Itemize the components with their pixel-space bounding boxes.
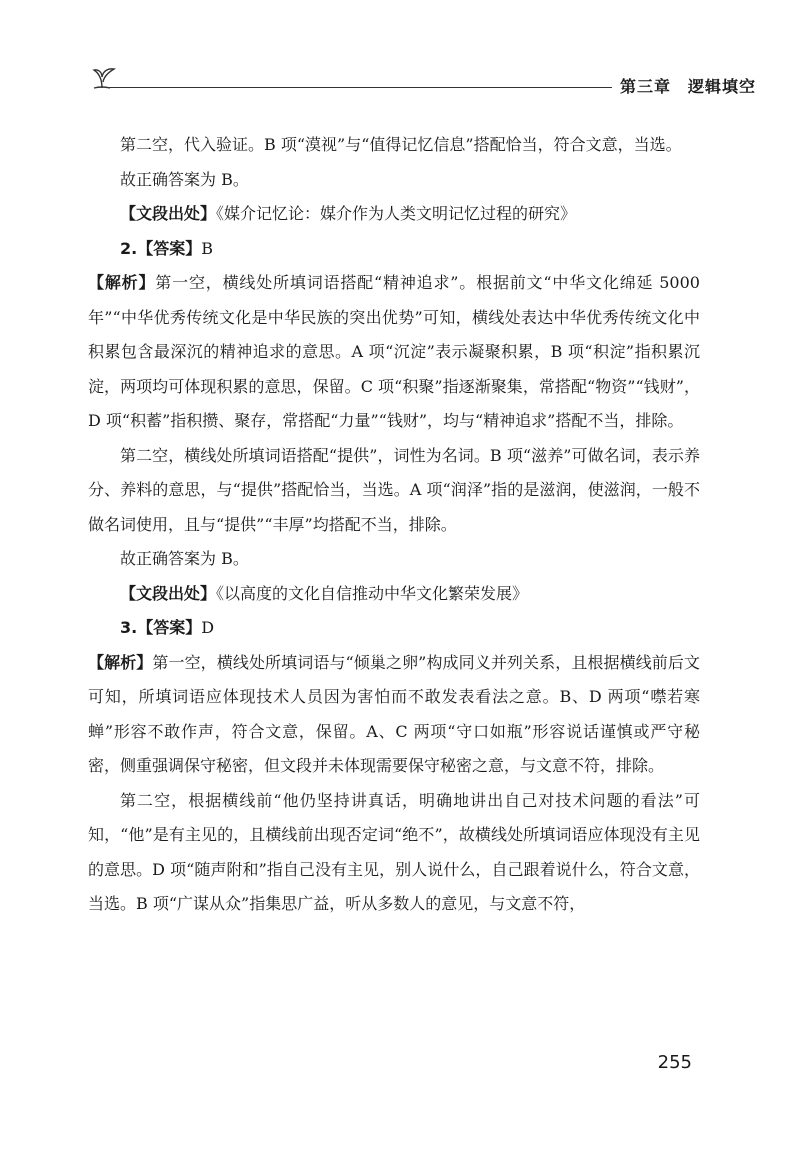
paragraph: 第二空，代入验证。B 项“漠视”与“值得记忆信息”搭配恰当，符合文意，当选。 xyxy=(120,135,682,154)
source-citation: 【文段出处】《媒介记忆论：媒介作为人类文明记忆过程的研究》 xyxy=(120,204,577,223)
chapter-title: 第三章 逻辑填空 xyxy=(620,77,757,96)
source-citation: 【文段出处】《以高度的文化自信推动中华文化繁荣发展》 xyxy=(120,583,529,603)
answer-line: 2.【答案】B xyxy=(120,238,213,258)
paragraph: 第二空，横线处所填词语搭配“提供”，词性为名词。B 项“滋养”可做名词，表示养分、养料的意思，与“提供”搭配恰当，当选。A 项“润泽”指的是滋润，使滋润，一般不做名词使用，且与“提供”“丰厚”均搭配不当，排除。 xyxy=(88,445,700,534)
header-rule xyxy=(106,87,612,88)
paragraph: 故正确答案为 B。 xyxy=(120,169,249,189)
paragraph: 故正确答案为 B。 xyxy=(120,549,249,568)
analysis-paragraph: 【解析】第一空，横线处所填词语搭配“精神追求”。根据前文“中华文化绵延 5000 年”“中华优秀传统文化是中华民族的突出优势”可知，横线处表达中华优秀传统文化中积累包含最深沉的精神追求的意思。A 项“沉淀”表示凝聚积累，B 项“积淀”指积累沉淀，两项均可体现积累的意思，保留。C 项“积聚”指逐渐聚集，常搭配“物资”“钱财”，D 项“积蓄”指积攒、聚存，常搭配“力量”“钱财”，均与“精神追求”搭配不当，排除。 xyxy=(88,273,700,430)
paragraph: 第二空，根据横线前“他仍坚持讲真话，明确地讲出自己对技术问题的看法”可知，“他”是有主见的，且横线前出现否定词“绝不”，故横线处所填词语应体现没有主见的意思。D 项“随声附和”指自己没有主见，别人说什么，自己跟着说什么，符合文意，当选。B 项“广谋从众”指集思广益，听从多数人的意见，与文意不符， xyxy=(88,790,700,913)
answer-line: 3.【答案】D xyxy=(120,618,215,637)
page-body xyxy=(88,128,700,922)
page-number: 255 xyxy=(657,1052,692,1073)
header-dotted-rule xyxy=(688,87,710,88)
running-header xyxy=(88,62,757,102)
analysis-paragraph: 【解析】第一空，横线处所填词语与“倾巢之卵”构成同义并列关系，且根据横线前后文可知，所填词语应体现技术人员因为害怕而不敢发表看法之意。B、D 两项“噤若寒蝉”形容不敢作声，符合文意，保留。A、C 两项“守口如瓶”形容说话谨慎或严守秘密，侧重强调保守秘密，但文段并未体现需要保守秘密之意，与文意不符，排除。 xyxy=(88,652,700,775)
